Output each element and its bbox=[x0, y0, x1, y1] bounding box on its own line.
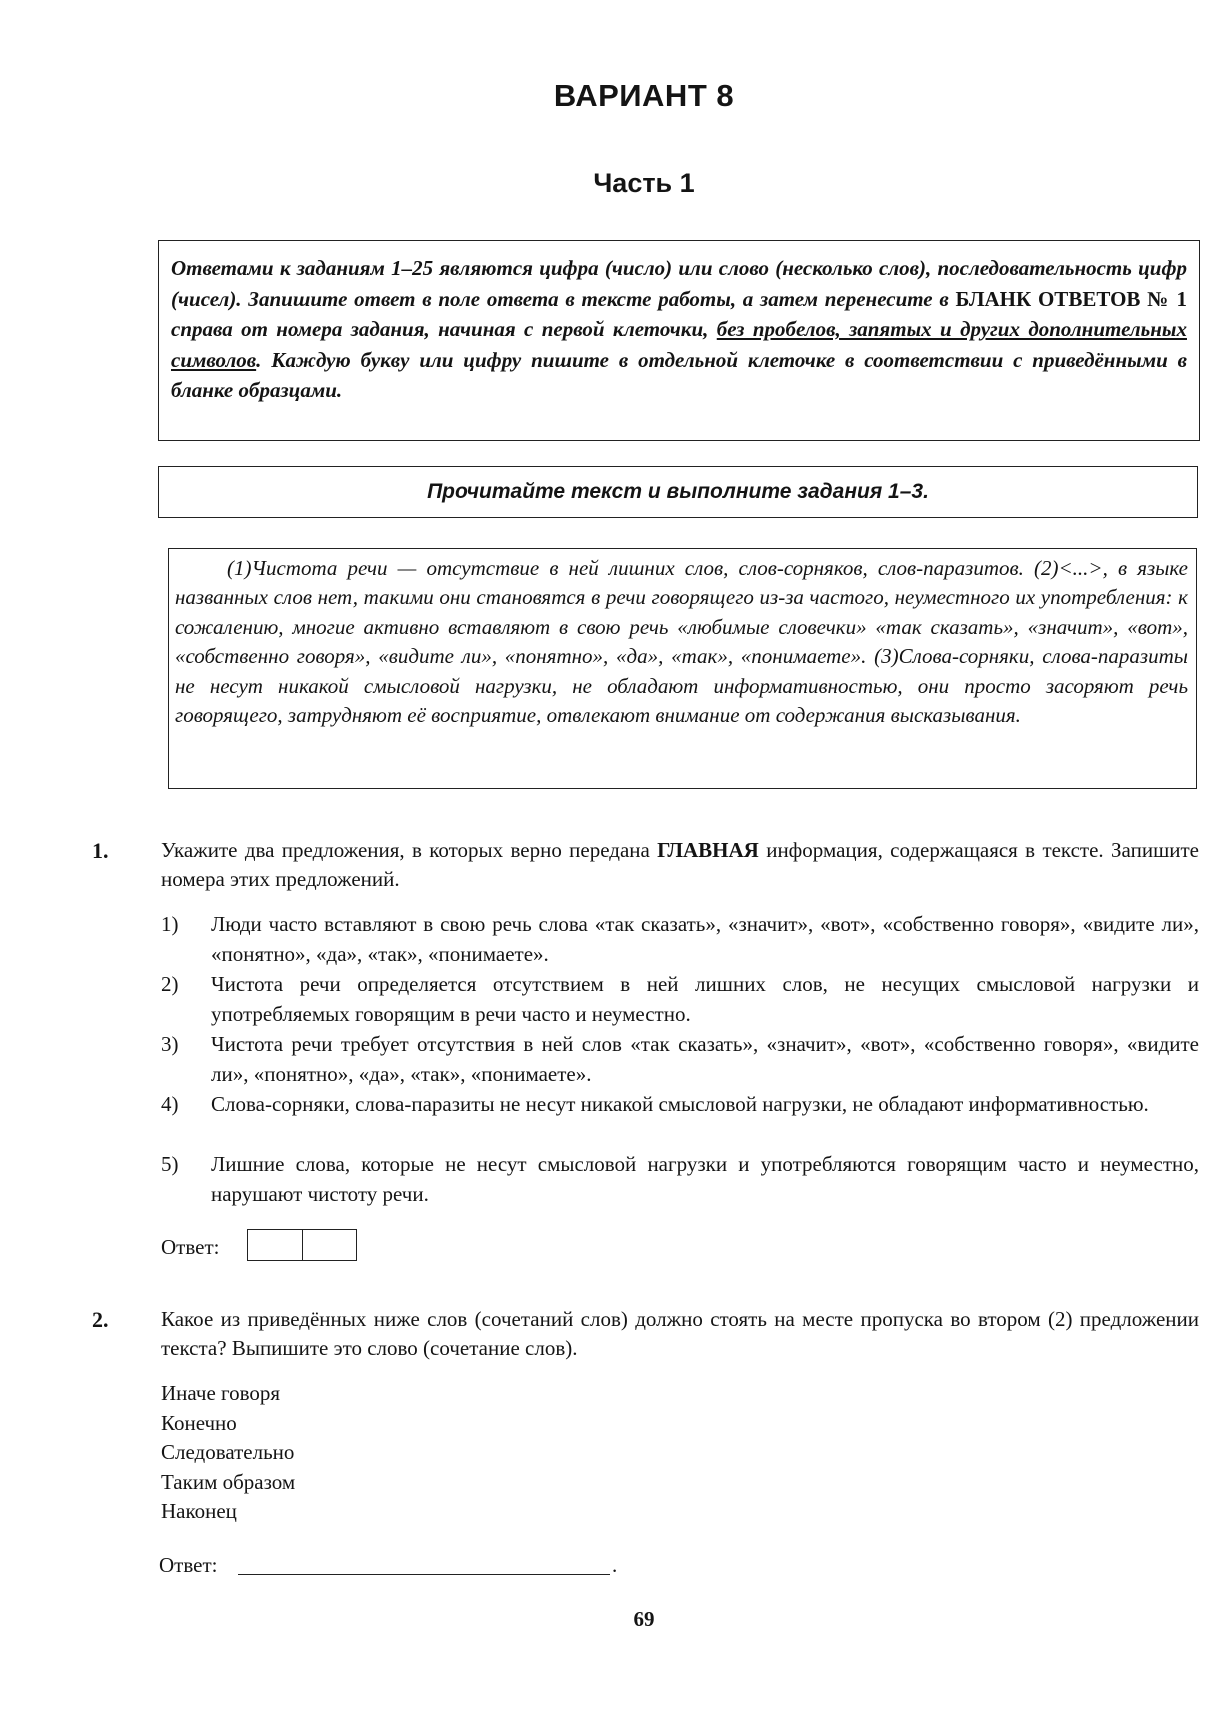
answer-cell[interactable] bbox=[303, 1230, 357, 1260]
task-1-option bbox=[161, 1090, 1199, 1150]
task-2-answer-end: . bbox=[612, 1553, 618, 1577]
blank-name: БЛАНК ОТВЕТОВ № 1 bbox=[955, 286, 1187, 311]
instructions-text-2: справа от номера задания, начиная с первой клеточки, bbox=[171, 317, 717, 342]
option-text: Чистота речи определяется отсутствием в ней лишних слов, не несущих смысловой нагрузки и употребляемых говорящим в речи часто и неуместно. bbox=[211, 972, 1199, 1026]
task-1-option bbox=[161, 1150, 1199, 1210]
word-option: Наконец bbox=[161, 1499, 237, 1524]
variant-title: ВАРИАНТ 8 bbox=[553, 78, 735, 113]
task-1-text: Укажите два предложения, в которых верно передана bbox=[161, 838, 658, 862]
task-1-text-end: информация, содержащаяся в тексте. Запишите номера этих предложений. bbox=[161, 838, 1199, 891]
source-text-box bbox=[168, 548, 1197, 789]
read-prompt-box bbox=[158, 466, 1198, 518]
task-1-options bbox=[161, 910, 1199, 1210]
word-option: Следовательно bbox=[161, 1440, 295, 1465]
task-1-number: 1. bbox=[92, 838, 109, 863]
task-2-question: Какое из приведённых ниже слов (сочетаний слов) должно стоять на месте пропуска во втором (2) предложении текста? Выпишите это слово (сочетание слов). bbox=[161, 1307, 1199, 1360]
task-2-number: 2. bbox=[92, 1307, 109, 1332]
instructions-underlined: без пробелов, запятых и других дополнительных символов bbox=[171, 317, 1187, 372]
answer-cell[interactable] bbox=[248, 1230, 303, 1260]
option-number: 5) bbox=[161, 1152, 179, 1176]
instructions-text-3: . Каждую букву или цифру пишите в отдельной клеточке в соответствии с приведёнными в бланке образцами. bbox=[171, 347, 1187, 403]
option-text: Лишние слова, которые не несут смысловой нагрузки и употребляются говорящим часто и неуместно, нарушают чистоту речи. bbox=[211, 1152, 1199, 1206]
word-option: Иначе говоря bbox=[161, 1381, 281, 1405]
task-1-emphasis: ГЛАВНАЯ bbox=[657, 838, 759, 862]
task-1-answer-cells[interactable] bbox=[247, 1229, 357, 1261]
word-option: Конечно bbox=[161, 1410, 237, 1435]
task-2-answer-line[interactable] bbox=[238, 1574, 610, 1575]
option-text: Люди часто вставляют в свою речь слова «так сказать», «значит», «вот», «собственно говоря», «видите ли», «понятно», «да», «так», «понимаете». bbox=[211, 912, 1199, 966]
task-1-question bbox=[161, 836, 1199, 894]
source-text: (1)Чистота речи — отсутствие в ней лишних слов, слов-сорняков, слов-паразитов. (2)<...>, в языке названных слов нет, такими они становятся в речи говорящего из-за частого, неуместного их употребления: к сожалению, многие активно вставляют в свою речь «любимые словечки» «так сказать», «значит», «вот», «собственно говоря», «видите ли», «понятно», «да», «так», «понимаете». (3)Слова-сорняки, слова-паразиты не несут никакой смысловой нагрузки, не обладают информативностью, они просто засоряют речь говорящего, затрудняют её восприятие, отвлекают внимание от содержания высказывания. bbox=[175, 556, 1188, 728]
option-number: 2) bbox=[161, 972, 179, 996]
instructions-box bbox=[158, 240, 1200, 441]
option-number: 3) bbox=[161, 1032, 179, 1056]
task-2-answer-label: Ответ: bbox=[159, 1553, 218, 1577]
task-1-option bbox=[161, 1030, 1199, 1090]
task-2-word-list bbox=[161, 1379, 295, 1527]
read-prompt: Прочитайте текст и выполните задания 1–3. bbox=[427, 480, 929, 503]
part-title: Часть 1 bbox=[593, 168, 695, 198]
task-1-option bbox=[161, 970, 1199, 1030]
option-number: 4) bbox=[161, 1092, 179, 1116]
task-1-answer-label: Ответ: bbox=[161, 1235, 220, 1259]
word-option: Таким образом bbox=[161, 1469, 296, 1494]
page-number: 69 bbox=[633, 1607, 655, 1631]
option-text: Чистота речи требует отсутствия в ней слов «так сказать», «значит», «вот», «собственно говоря», «видите ли», «понятно», «да», «так», «понимаете». bbox=[211, 1032, 1199, 1086]
task-1-option bbox=[161, 910, 1199, 970]
option-number: 1) bbox=[161, 912, 179, 936]
instructions-text: Ответами к заданиям 1–25 являются цифра (число) или слово (несколько слов), последовательность цифр (чисел). Запишите ответ в поле ответа в тексте работы, а затем перенесите в bbox=[171, 256, 1187, 311]
option-text: Слова-сорняки, слова-паразиты не несут никакой смысловой нагрузки, не обладают информативностью. bbox=[211, 1092, 1149, 1116]
